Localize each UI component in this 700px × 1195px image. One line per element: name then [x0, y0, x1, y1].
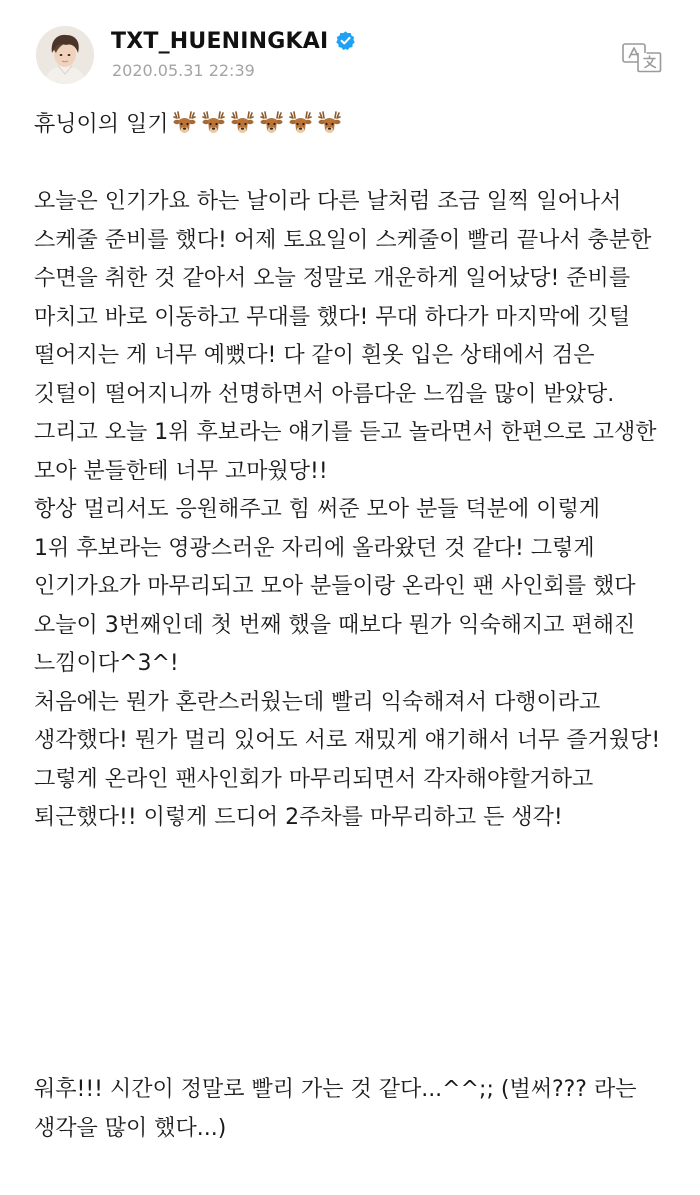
author-avatar[interactable]	[36, 26, 94, 84]
deer-face-emoji	[200, 110, 227, 136]
body-line: 느낌이다^3^!	[34, 651, 179, 676]
verified-badge-icon	[335, 30, 356, 51]
post-closing	[34, 1071, 684, 1148]
body-line: 떨어지는 게 너무 예뻤다! 다 같이 흰옷 입은 상태에서 검은	[34, 343, 595, 368]
body-line: 수면을 취한 것 같아서 오늘 정말로 개운하게 일어났당! 준비를	[34, 266, 631, 291]
body-line: 오늘이 3번째인데 첫 번째 했을 때보다 뭔가 익숙해지고 편해진	[34, 612, 636, 638]
emoji-row	[171, 110, 345, 150]
deer-face-emoji	[287, 110, 314, 136]
closing-line: 워후!!! 시간이 정말로 빨리 가는 것 같다...^^;; (벌써??? 라는	[34, 1077, 637, 1102]
body-line: 생각했다! 뭔가 멀리 있어도 서로 재밌게 얘기해서 너무 즐거웠당!	[34, 728, 661, 753]
body-line: 그리고 오늘 1위 후보라는 얘기를 듣고 놀라면서 한편으로 고생한	[34, 420, 657, 445]
author-name-text: TXT_HUENINGKAI	[111, 29, 329, 54]
body-line: 모아 분들한테 너무 고마웠당!!	[34, 458, 328, 484]
post-body	[34, 106, 684, 838]
body-line: 인기가요가 마무리되고 모아 분들이랑 온라인 팬 사인회를 했다	[34, 574, 636, 599]
post-title: 휴닝이의 일기	[34, 112, 169, 137]
body-line: 마치고 바로 이동하고 무대를 했다! 무대 하다가 마지막에 깃털	[34, 304, 631, 330]
body-line: 오늘은 인기가요 하는 날이라 다른 날처럼 조금 일찍 일어나서	[34, 189, 622, 214]
post-timestamp: 2020.05.31 22:39	[112, 61, 255, 80]
translate-icon	[622, 43, 662, 73]
deer-face-emoji	[316, 110, 343, 136]
deer-face-emoji	[171, 110, 198, 136]
deer-face-emoji	[229, 110, 256, 136]
author-name[interactable]	[111, 29, 356, 55]
closing-line: 생각을 많이 했다...)	[34, 1115, 227, 1141]
body-line: 퇴근했다!! 이렇게 드디어 2주차를 마무리하고 든 생각!	[34, 805, 563, 830]
deer-face-emoji	[258, 110, 285, 136]
body-line: 처음에는 뭔가 혼란스러웠는데 빨리 익숙해져서 다행이라고	[34, 689, 601, 715]
body-line: 항상 멀리서도 응원해주고 힘 써준 모아 분들 덕분에 이렇게	[34, 497, 600, 522]
body-line: 스케줄 준비를 했다! 어제 토요일이 스케줄이 빨리 끝나서 충분한	[34, 227, 652, 253]
body-line: 1위 후보라는 영광스러운 자리에 올라왔던 것 같다! 그렇게	[34, 535, 595, 561]
blank-line	[34, 145, 684, 184]
post-title-line	[34, 106, 684, 145]
body-line: 그렇게 온라인 팬사인회가 마무리되면서 각자해야할거하고	[34, 766, 594, 792]
translate-button[interactable]	[622, 43, 662, 73]
post-header	[0, 0, 700, 100]
body-line: 깃털이 떨어지니까 선명하면서 아름다운 느낌을 많이 받았당.	[34, 381, 615, 407]
